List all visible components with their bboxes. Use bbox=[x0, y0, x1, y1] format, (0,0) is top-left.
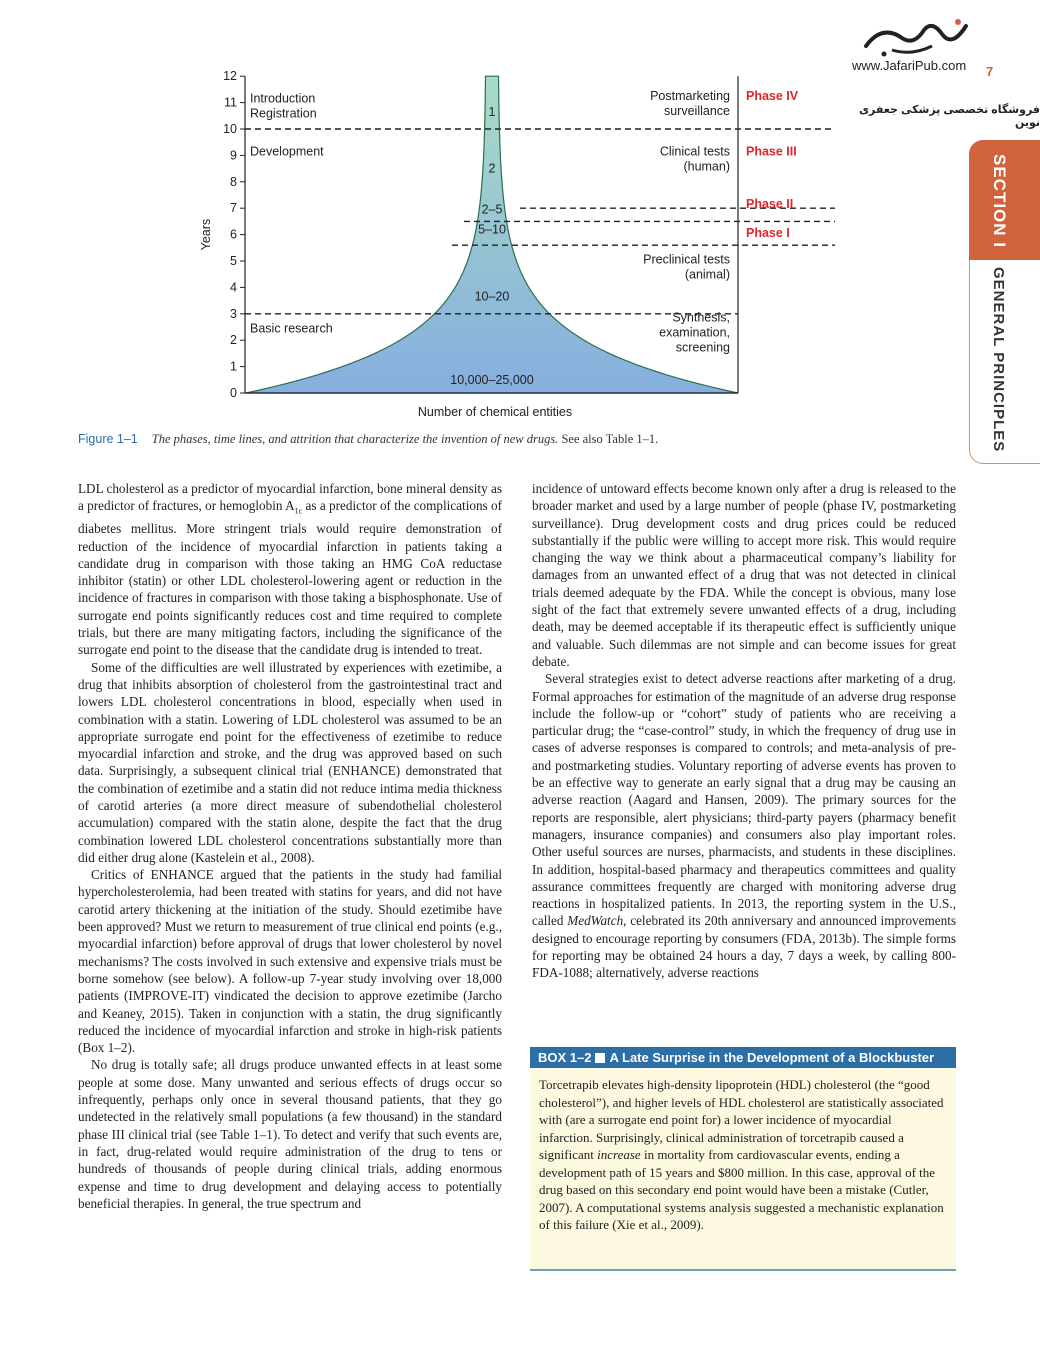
box-label: BOX 1–2 bbox=[538, 1050, 592, 1065]
stage-label-right: Synthesis, bbox=[672, 310, 730, 325]
funnel-count: 1 bbox=[488, 104, 496, 119]
stage-label-right: Clinical tests bbox=[659, 144, 730, 159]
paragraph: Some of the difficulties are well illustrated by experiences with ezetimibe, a drug that inhibits absorption of cholesterol from the gastrointestinal tract and lowers LDL cholesterol concentrations in blood, especially when used in combination with a statin. Lowering of LDL cholesterol was assumed to be an appropriate surrogate end point for the effectiveness of ezetimibe to reduce myocardial infarction and stroke, and the drug was approved based on such data. Surprisingly, a subsequent clinical trial (ENHANCE) demonstrated that the combination of ezetimibe and a statin did not reduce intima media thickness of carotid arteries (a more direct measure of subendothelial cholesterol accumulation) compared with the statin alone, despite the fact that the drug combination lowered LDL cholesterol concentrations substantially more than did either drug alone (Kastelein et al., 2008). bbox=[78, 659, 502, 865]
phase-label: Phase III bbox=[746, 144, 797, 159]
stage-label-right: screening bbox=[675, 340, 730, 355]
stage-label-right: Postmarketing bbox=[650, 88, 730, 103]
funnel-count: 5–10 bbox=[478, 222, 506, 237]
figure-caption-italic: The phases, time lines, and attrition that characterize the invention of new drugs. bbox=[151, 432, 559, 446]
box-header bbox=[530, 1047, 956, 1068]
y-tick-label: 3 bbox=[230, 306, 237, 321]
funnel-count: 10–20 bbox=[474, 289, 510, 304]
phase-label: Phase II bbox=[746, 197, 794, 212]
site-url[interactable]: www.JafariPub.com bbox=[852, 58, 967, 73]
y-tick-label: 6 bbox=[230, 227, 237, 242]
stage-label-right: (animal) bbox=[684, 267, 730, 282]
y-tick-label: 7 bbox=[230, 201, 237, 216]
funnel-count: 2 bbox=[488, 161, 496, 176]
y-tick-label: 2 bbox=[230, 333, 237, 348]
stage-label-right: (human) bbox=[683, 159, 730, 174]
x-axis-title: Number of chemical entities bbox=[417, 405, 573, 419]
stage-label-left: Basic research bbox=[250, 321, 333, 336]
page-number: 7 bbox=[986, 64, 994, 79]
y-tick-label: 11 bbox=[224, 95, 237, 110]
section-tab bbox=[969, 140, 1040, 464]
stage-label-left: Introduction bbox=[250, 91, 316, 106]
stage-label-right: Preclinical tests bbox=[643, 252, 730, 267]
paragraph: Critics of ENHANCE argued that the patients in the study had familial hypercholesterolemia, had been treated with statins for years, and did not have carotid artery thickening at the initiation of the study. Should ezetimibe have been approved? Must we return to measurement of true clinical end points (e.g., myocardial infarction) before approval of drugs that lower cholesterol by novel mechanisms? The costs involved in such extensive and expensive trials must be borne somehow (see below). A follow-up 7-year study involving over 18,000 patients (IMPROVE-IT) vindicated the decision to approve ezetimibe (Jarcho and Keaney, 2015). Taken in conjunction with a statin, the drug significantly reduced the incidence of myocardial infarction and stroke in high-risk patients (Box 1–2). bbox=[78, 867, 502, 1056]
paragraph: incidence of untoward effects become known only after a drug is released to the broader market and used by a large number of people (phase IV, postmarketing surveillance). Drug development costs and drug prices could be reduced substantially if the public were willing to accept more risk. This would require changing the way we think about a pharmaceutical company’s liability for damages from an unwanted effect of a drug that was not detected in clinical trials deemed adequate by the FDA. While the concept is obvious, many lose sight of the fact that extremely severe unwanted effects of a drug, including death, may be deemed acceptable if its therapeutic effect is sufficiently unique and valuable. Such dilemmas are not simple and can become issues for great debate. bbox=[532, 481, 956, 669]
funnel-count: 2–5 bbox=[481, 202, 503, 217]
box-body: Torcetrapib elevates high-density lipoprotein (HDL) cholesterol (the “good cholesterol”), and higher levels of HDL cholesterol are statistically associated with (are a surrogate end point for) a lower incidence of myocardial infarction. Surprisingly, clinical administration of torcetrapib caused a significant increase in mortality from cardiovascular events, ending a development path of 15 years and $800 million. In this case, approval of the drug based on this secondary end point would have been a mistake (Cutler, 2007). A computational systems analysis suggested a mechanistic explanation of this failure (Xie et al., 2009). bbox=[539, 1077, 944, 1232]
figure-caption bbox=[78, 432, 978, 447]
box-1-2 bbox=[530, 1047, 956, 1271]
paragraph: Several strategies exist to detect adverse reactions after marketing of a drug. Formal approaches for estimation of the magnitude of an adverse drug response include the follow-up or “cohort” study of patients who are receiving a particular drug; the “case-control” study, in which the frequency of drug use in cases of adverse responses is compared to controls; and meta-analysis of pre- and postmarketing studies. Voluntary reporting of adverse events has proven to be an effective way to generate an early signal that a drug may be causing an adverse reaction (Aagard and Hansen, 2009). The primary sources for the reports are responsible, alert physicians; third-party payers (pharmacy benefit managers, insurance companies) and consumers also play important roles. Other useful sources are nurses, pharmacists, and students in these disciplines. In addition, hospital-based pharmacy and therapeutics committees and quality assurance committees frequently are charged with monitoring adverse drug reactions in hospitalized patients. In 2013, the reporting system in the U.S., called MedWatch, celebrated its 20th anniversary and announced improvements designed to encourage reporting by consumers (FDA, 2013b). The simple forms for reporting may be obtained 24 hours a day, 7 days a week, by calling 800-FDA-1088; alternatively, adverse reactions bbox=[532, 671, 957, 981]
paragraph: No drug is totally safe; all drugs produce unwanted effects in at least some people at some dose. Many unwanted and serious effects of drugs occur so infrequently, perhaps only once in several thousand patients, that they go undetected in the relatively small populations (a few thousand) in the standard phase III clinical trial (see Table 1–1). To detect and verify that such events are, in fact, drug-related would require administration of the drug to tens or hundreds of thousands of people during clinical trials, adding enormous expense and time to drug development and delaying access to potentially beneficial therapies. In general, the true spectrum and bbox=[78, 1057, 502, 1211]
figure-caption-rest: See also Table 1–1. bbox=[558, 432, 659, 446]
stage-label-left: Development bbox=[250, 144, 324, 159]
y-tick-label: 10 bbox=[223, 122, 237, 136]
phase-label: Phase IV bbox=[746, 88, 799, 103]
drug-development-figure bbox=[190, 60, 970, 440]
stage-label-right: surveillance bbox=[663, 103, 730, 118]
stage-label-left: Registration bbox=[250, 106, 317, 121]
y-tick-label: 4 bbox=[230, 280, 237, 295]
paragraph: LDL cholesterol as a predictor of myocardial infarction, bone mineral density as a predictor of fractures, or hemoglobin $A_{1c}$ as a predictor of the complications of diabetes mellitus. More stringent trials would require demonstration of reduction of the incidence of myocardial infarction in patients taking a candidate drug in comparison with those taking an HMG CoA reductase inhibitor (statin) or other LDL cholesterol-lowering agent or reduction in the incidence of fractures in comparison with those taking a bisphosphonate. Use of surrogate end points significantly reduces cost and time required to complete trials, but there are many mitigating factors, including the significance of the surrogate end point to the disease that the candidate drug is intended to treat. bbox=[78, 481, 502, 658]
box-title: A Late Surprise in the Development of a Blockbuster bbox=[609, 1050, 935, 1065]
stage-label-right: examination, bbox=[659, 325, 730, 340]
section-label: SECTION I bbox=[990, 154, 1009, 249]
figure-label: Figure 1–1 bbox=[78, 432, 138, 446]
publisher-logo bbox=[862, 16, 972, 60]
right-column bbox=[532, 480, 956, 982]
y-tick-label: 9 bbox=[230, 148, 237, 163]
left-column bbox=[78, 480, 502, 1212]
section-title: GENERAL PRINCIPLES bbox=[990, 267, 1007, 453]
phase-label: Phase I bbox=[746, 226, 790, 241]
y-tick-label: 12 bbox=[223, 69, 237, 84]
square-icon bbox=[595, 1053, 605, 1063]
y-tick-label: 5 bbox=[230, 254, 237, 268]
shop-name: فروشگاه تخصصی پزشکی جعفری نوین bbox=[858, 104, 1040, 129]
y-tick-label: 1 bbox=[230, 359, 237, 374]
funnel-count: 10,000–25,000 bbox=[450, 372, 534, 387]
y-tick-label: 8 bbox=[230, 174, 237, 189]
y-tick-label: 0 bbox=[230, 386, 237, 400]
y-axis-title: Years bbox=[199, 218, 213, 251]
